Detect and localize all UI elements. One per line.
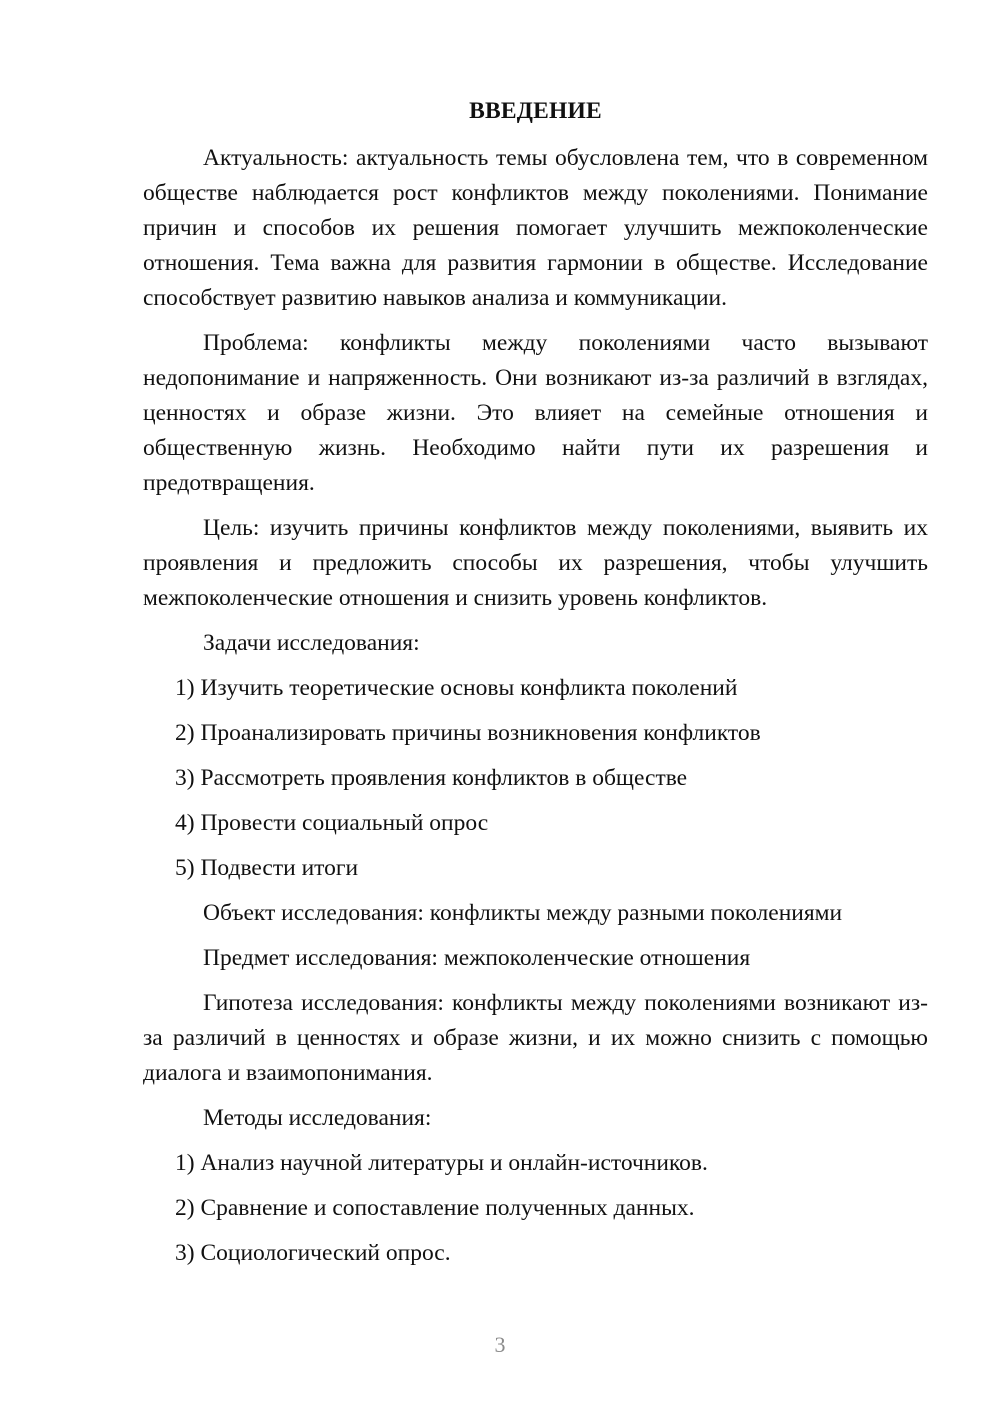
page-title: ВВЕДЕНИЕ (469, 98, 602, 124)
list-item: 1) Изучить теоретические основы конфликта поколений (175, 675, 738, 701)
methods-list (143, 1146, 928, 1271)
list-item: 3) Рассмотреть проявления конфликтов в обществе (175, 765, 688, 791)
page-number: 3 (494, 1332, 506, 1357)
hypothesis-paragraph: Гипотеза исследования: конфликты между поколениями возникают из-за различий в ценностях и образе жизни, и их можно снизить с помощью диалога и взаимопонимания. (143, 990, 928, 1086)
list-item: 2) Проанализировать причины возникновения конфликтов (175, 720, 761, 746)
list-item: 5) Подвести итоги (175, 855, 359, 881)
object-paragraph: Объект исследования: конфликты между разными поколениями (203, 900, 843, 926)
relevance-paragraph: Актуальность: актуальность темы обусловлена тем, что в современном обществе наблюдается рост конфликтов между поколениями. Понимание причин и способов их решения помогает улучшить межпоколенческие отношения. Тема важна для развития гармонии в обществе. Исследование способствует развитию навыков анализа и коммуникации. (143, 145, 928, 311)
problem-paragraph: Проблема: конфликты между поколениями часто вызывают недопонимание и напряженность. Они возникают из-за различий в взглядах, ценностях и образе жизни. Это влияет на семейные отношения и общественную жизнь. Необходимо найти пути их разрешения и предотвращения. (143, 330, 928, 496)
tasks-list (143, 671, 928, 886)
list-item: 2) Сравнение и сопоставление полученных данных. (175, 1195, 695, 1221)
list-item: 3) Социологический опрос. (175, 1240, 451, 1266)
goal-paragraph: Цель: изучить причины конфликтов между поколениями, выявить их проявления и предложить способы их разрешения, чтобы улучшить межпоколенческие отношения и снизить уровень конфликтов. (143, 515, 928, 611)
list-item: 1) Анализ научной литературы и онлайн-источников. (175, 1150, 708, 1176)
page-content (143, 94, 928, 1281)
list-item: 4) Провести социальный опрос (175, 810, 489, 836)
subject-paragraph: Предмет исследования: межпоколенческие отношения (203, 945, 751, 971)
methods-heading: Методы исследования: (203, 1105, 432, 1131)
tasks-heading: Задачи исследования: (203, 630, 420, 656)
